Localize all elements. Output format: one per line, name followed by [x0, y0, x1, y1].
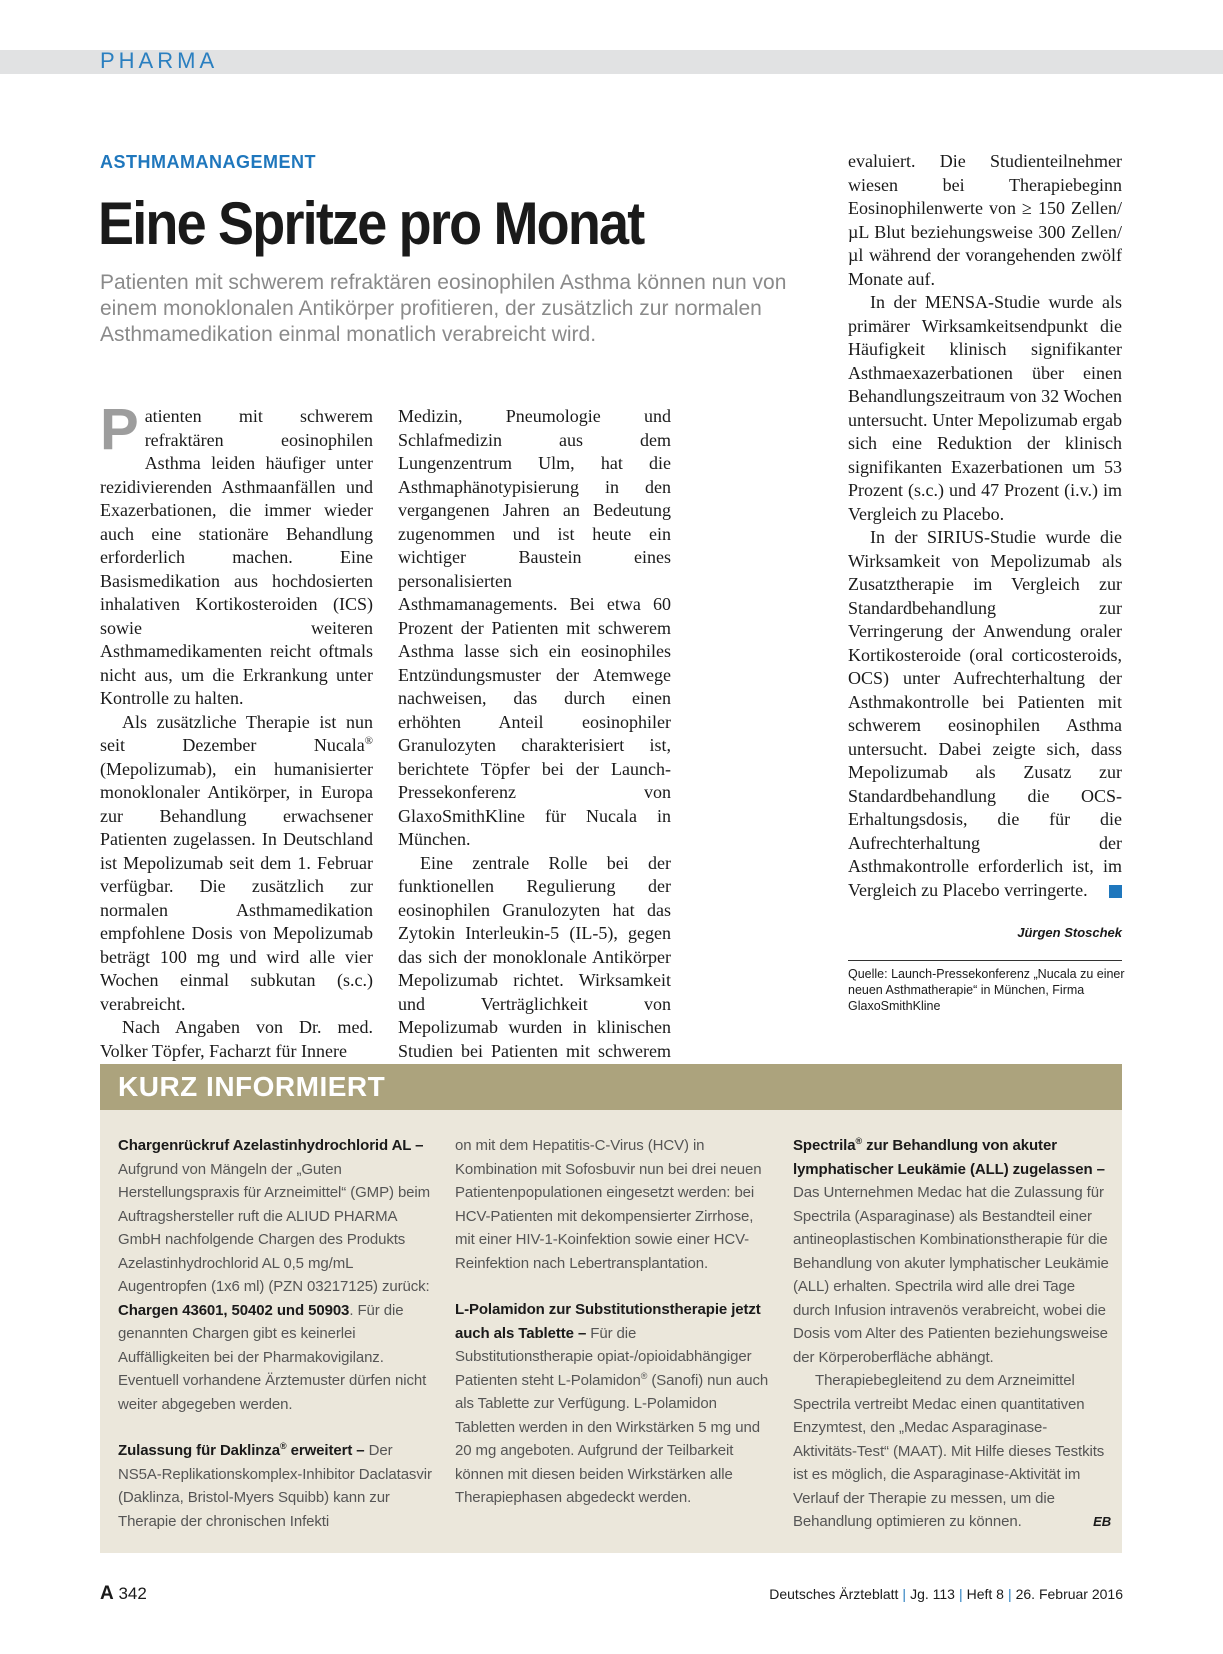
paragraph: Eine zentrale Rolle bei der funktionellen Regulierung der eosinophilen Granulozyten hat das Zytokin Interleukin-5 (IL-5), gegen das sich der monoklonale Antikörper Mepolizumab richtet. Wirksamkeit und Verträglichkeit von Mepolizumab wurden in klinischen Studien bei Patienten mit schwerem	[398, 852, 671, 1061]
news-item-paragraph: Therapiebegleitend zu dem Arzneimittel Spectrila vertreibt Medac einen quantitativen Enzymtest, den „Medac Asparaginase-Aktivitäts-Test“ (MAAT). Mit Hilfe dieses Testkits ist es möglich, die Asparaginase-Aktivität im Verlauf der Therapie zu messen, um die Behandlung optimieren zu können. EB	[793, 1369, 1111, 1534]
news-item: L-Polamidon zur Substitutionstherapie jetzt auch als Tablette – Für die Substitutionstherapie opiat-/opioidabhängiger Patienten steht L-Polamidon® (Sanofi) nun auch als Tablette zur Verfügung. L-Polamidon Tabletten werden in den Wirkstärken 5 mg und 20 mg angeboten. Aufgrund der Teilbarkeit können mit diesen beiden Wirkstärken alle Therapiephasen abgedeckt werden.	[455, 1301, 769, 1506]
paragraph: Medizin, Pneumologie und Schlafmedizin aus dem Lungenzentrum Ulm, hat die Asthmaphänotypisierung in den vergangenen Jahren an Bedeutung zugenommen und ist heute ein wichtiger Baustein eines personalisierten Asthmamanagements. Bei etwa 60 Prozent der Patienten mit schwerem Asthma lasse sich ein eosinophiles Entzündungsmuster der Atemwege nachweisen, das durch einen erhöhten Anteil eosinophiler Granulozyten charakterisiert ist, berichtete Töpfer bei der Launch-Pressekonferenz von GlaxoSmithKline für Nucala in München.	[398, 406, 671, 849]
section-label: PHARMA	[100, 48, 219, 73]
paragraph: Nach Angaben von Dr. med. Volker Töpfer, Facharzt für Innere	[100, 1017, 373, 1061]
article-column-1	[100, 397, 373, 1063]
journal-info: Deutsches Ärzteblatt | Jg. 113 | Heft 8 | 26. Februar 2016	[769, 1586, 1123, 1602]
article-title: Eine Spritze pro Monat	[98, 190, 644, 257]
journal-name: Deutsches Ärzteblatt	[769, 1586, 899, 1602]
article-source: Quelle: Launch-Pressekonferenz „Nucala zu einer neuen Asthmatherapie“ in München, Firma GlaxoSmithKline	[848, 967, 1125, 1013]
paragraph: In der MENSA-Studie wurde als primärer Wirksamkeitsendpunkt die Häufigkeit klinisch signifikanter Asthmaexazerbationen über einen Behandlungszeitraum von 32 Wochen untersucht. Unter Mepolizumab ergab sich eine Reduktion der klinisch signifikanten Exazerbationen um 53 Prozent (s.c.) und 47 Prozent (i.v.) im Vergleich zu Placebo.	[848, 292, 1122, 524]
paragraph: In der SIRIUS-Studie wurde die Wirksamkeit von Mepolizumab als Zusatztherapie im Vergleich zur Standardbehandlung zur Verringerung der Anwendung oraler Kortikosteroide (oral corticosteroids, OCS) unter Aufrechterhaltung der Asthmakontrolle bei Patienten mit schwerem eosinophilen Asthma untersucht. Dabei zeigte sich, dass Mepolizumab als Zusatz zur Standardbehandlung die OCS-Erhaltungsdosis, die für die Aufrechterhaltung der Asthmakontrolle erforderlich ist, im Vergleich zu Placebo verringerte.	[848, 527, 1122, 900]
kurz-column-1	[118, 1134, 436, 1533]
article-column-2	[398, 405, 671, 1087]
news-item-continued: on mit dem Hepatitis-C-Virus (HCV) in Kombination mit Sofosbuvir nun bei drei neuen Patientenpopulationen eingesetzt werden: bei HCV-Patienten mit dekompensierter Zirrhose, mit einer HIV-1-Koinfektion sowie einer HCV-Reinfektion nach Lebertransplantation.	[455, 1137, 762, 1272]
journal-date: 26. Februar 2016	[1015, 1586, 1123, 1602]
journal-issue: Heft 8	[966, 1586, 1004, 1602]
article-kicker: ASTHMAMANAGEMENT	[100, 152, 316, 172]
end-mark-icon	[1109, 885, 1122, 898]
divider	[848, 960, 1122, 961]
kurz-column-3	[793, 1134, 1111, 1534]
paragraph: Als zusätzliche Therapie ist nun seit Dezember Nucala® (Mepolizumab), ein humanisierter monoklonaler Antikörper, in Europa zur Behandlung erwachsener Patienten zugelassen. In Deutschland ist Mepolizumab seit dem 1. Februar verfügbar. Die zusätzlich zur normalen Asthmamedikation empfohlene Dosis von Mepolizumab beträgt 100 mg und wird alle vier Wochen einmal subkutan (s.c.) verabreicht.	[100, 711, 373, 1014]
article-column-3	[848, 150, 1122, 902]
article-lead: Patienten mit schwerem refraktären eosinophilen Asthma können nun von einem monoklonalen Antikörper profitieren, der zusätzlich zur normalen Asthmamedikation einmal monatlich verabreicht wird.	[100, 271, 787, 346]
box-title: KURZ INFORMIERT	[118, 1071, 386, 1102]
paragraph: evaluiert. Die Studienteilnehmer wiesen bei Therapiebeginn Eosinophilenwerte von ≥ 150 Zellen/µL Blut beziehungsweise 300 Zellen/µl während der vorangehenden zwölf Monate auf.	[848, 151, 1122, 289]
news-item: Chargenrückruf Azelastinhydrochlorid AL – Aufgrund von Mängeln der „Guten Herstellungspraxis für Arzneimittel“ (GMP) beim Auftragshersteller ruft die ALIUD PHARMA GmbH nachfolgende Chargen des Produkts Azelastinhydrochlorid AL 0,5 mg/mL Augentropfen (1x6 ml) (PZN 03217125) zurück: Chargen 43601, 50402 und 50903. Für die genannten Chargen gibt es keinerlei Auffälligkeiten bei der Pharmakovigilanz. Eventuell vorhandene Ärztemuster dürfen nicht weiter abgegeben werden.	[118, 1137, 431, 1413]
box-initials: EB	[1093, 1514, 1111, 1529]
paragraph: Patienten mit schwerem refraktären eosinophilen Asthma leiden häufiger unter rezidivierenden Asthmaanfällen und Exazerbationen, die immer wieder auch eine stationäre Behandlung erforderlich machen. Eine Basismedikation aus hochdosierten inhalativen Kortikosteroiden (ICS) sowie weiteren Asthmamedikamenten reicht oftmals nicht aus, um die Erkrankung unter Kontrolle zu halten.	[100, 397, 373, 708]
news-item: Spectrila® zur Behandlung von akuter lymphatischer Leukämie (ALL) zugelassen – Das Unternehmen Medac hat die Zulassung für Spectrila (Asparaginase) als Bestandteil einer antineoplastischen Kombinationstherapie für die Behandlung von akuter lymphatischer Leukämie (ALL) erhalten. Spectrila wird alle drei Tage durch Infusion intravenös verabreicht, wobei die Dosis vom Alter des Patienten beziehungsweise der Körperoberfläche abhängt.	[793, 1136, 1109, 1366]
kurz-column-2	[455, 1134, 773, 1510]
drop-cap: P	[100, 397, 139, 462]
kurz-informiert-header	[100, 1064, 1122, 1110]
news-item: Zulassung für Daklinza® erweitert – Der NS5A-Replikationskomplex-Inhibitor Daclatasvir (Daklinza, Bristol-Myers Squibb) kann zur Therapie der chronischen Infekti	[118, 1441, 432, 1530]
page-number: A 342	[100, 1583, 147, 1604]
journal-volume: Jg. 113	[910, 1586, 955, 1602]
article-author: Jürgen Stoschek	[1017, 925, 1122, 940]
